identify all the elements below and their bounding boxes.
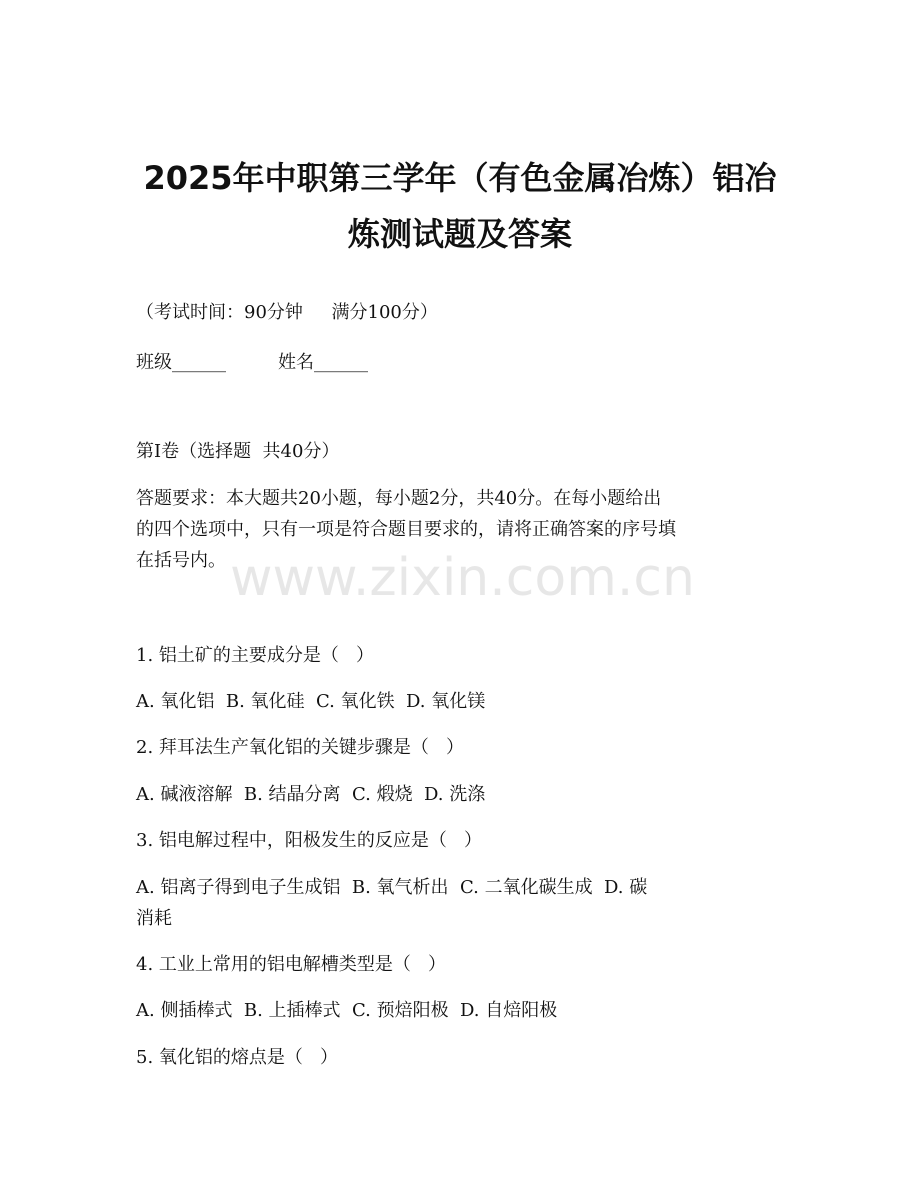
page-title bbox=[110, 150, 810, 262]
question-stem: 5. 氧化铝的熔点是（ ） bbox=[136, 1047, 339, 1068]
question-options: A. 侧插棒式 B. 上插棒式 C. 预焙阳极 D. 自焙阳极 bbox=[136, 1000, 558, 1021]
instructions-line-3: 在括号内。 bbox=[136, 550, 226, 571]
options-line-1: A. 铝离子得到电子生成铝 B. 氧气析出 C. 二氧化碳生成 D. 碳 bbox=[136, 877, 648, 898]
options-line-2: 消耗 bbox=[136, 908, 172, 929]
section-heading: 第I卷（选择题 共40分） bbox=[136, 441, 340, 462]
instructions bbox=[136, 483, 776, 576]
question-stem: 3. 铝电解过程中，阳极发生的反应是（ ） bbox=[136, 830, 483, 851]
question-stem: 4. 工业上常用的铝电解槽类型是（ ） bbox=[136, 954, 447, 975]
title-line-1: 2025年中职第三学年（有色金属冶炼）铝冶 bbox=[143, 159, 777, 197]
question-options bbox=[136, 872, 776, 934]
student-fields bbox=[136, 351, 368, 375]
question-options: A. 氧化铝 B. 氧化硅 C. 氧化铁 D. 氧化镁 bbox=[136, 691, 486, 712]
instructions-line-2: 的四个选项中，只有一项是符合题目要求的，请将正确答案的序号填 bbox=[136, 519, 676, 540]
question-options: A. 碱液溶解 B. 结晶分离 C. 煅烧 D. 洗涤 bbox=[136, 784, 486, 805]
exam-info: （考试时间：90分钟 满分100分） bbox=[136, 302, 438, 323]
class-field: 班级______ bbox=[136, 352, 226, 373]
question-stem: 2. 拜耳法生产氧化铝的关键步骤是（ ） bbox=[136, 737, 465, 758]
question-stem: 1. 铝土矿的主要成分是（ ） bbox=[136, 645, 375, 666]
title-line-2: 炼测试题及答案 bbox=[347, 215, 572, 253]
instructions-line-1: 答题要求：本大题共20小题，每小题2分，共40分。在每小题给出 bbox=[136, 488, 662, 509]
watermark: www.zixin.com.cn bbox=[230, 548, 695, 608]
name-field: 姓名______ bbox=[278, 352, 368, 373]
